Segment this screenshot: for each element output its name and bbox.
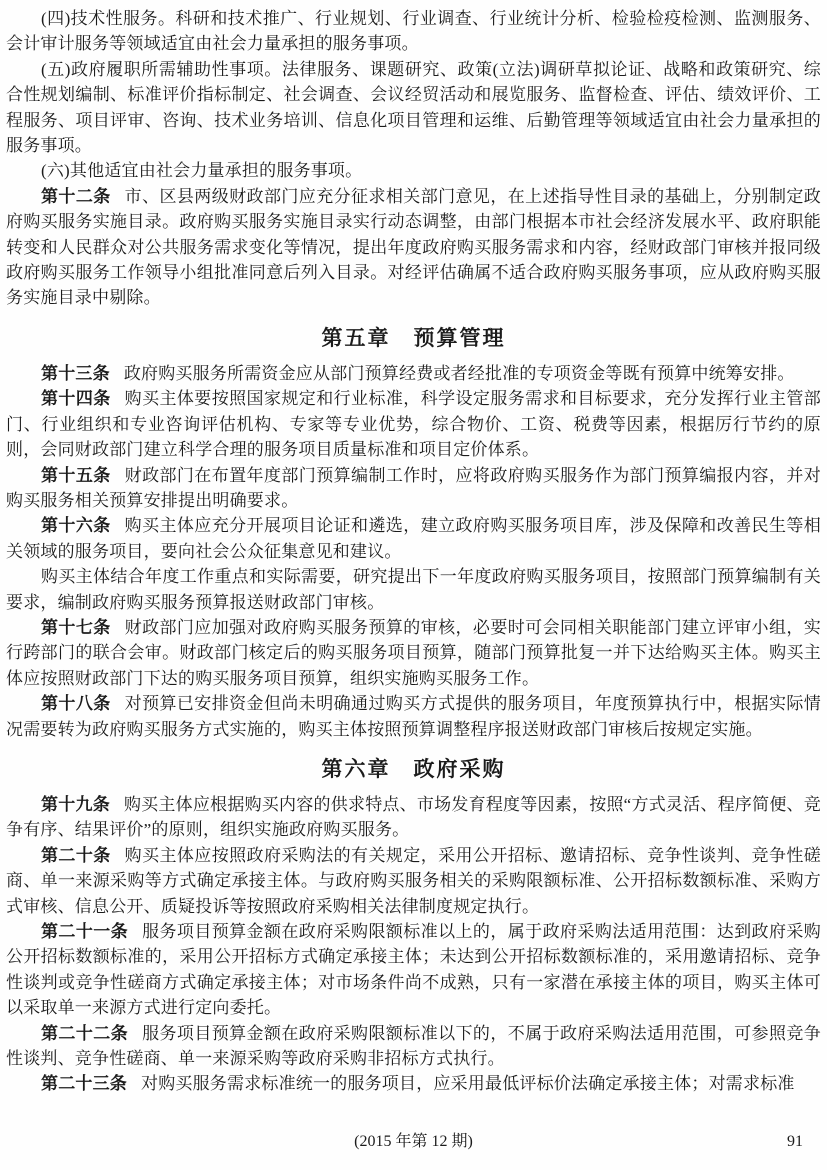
paragraph-text: (五)政府履职所需辅助性事项。法律服务、课题研究、政策(立法)调研草拟论证、战略和政策研究、综合性规划编制、标准评价指标制定、社会调查、会议经贸活动和展览服务、监督检查、评估、绩效评价、工程服务、项目评审、咨询、技术业务培训、信息化项目管理和运维、后勤管理等领域适宜由社会力量承担的服务事项。 (6, 59, 821, 156)
service-item-5-paragraph (6, 57, 821, 159)
article-number: 第十六条 (41, 516, 111, 536)
paragraph-text: 服务项目预算金额在政府采购限额标准以下的，不属于政府采购法适用范围，可参照竞争性谈判、竞争性磋商、单一来源采购等政府采购非招标方式执行。 (6, 1023, 821, 1069)
paragraph-text: (四)技术性服务。科研和技术推广、行业规划、行业调查、行业统计分析、检验检疫检测、监测服务、会计审计服务等领域适宜由社会力量承担的服务事项。 (6, 9, 821, 54)
footer-page-number: 91 (787, 1133, 803, 1150)
article-number: 第十三条 (41, 363, 110, 383)
page-footer (0, 1130, 827, 1154)
paragraph-text: 购买主体应充分开展项目论证和遴选，建立政府购买服务项目库，涉及保障和改善民生等相关领域的服务项目，要向社会公众征集意见和建议。 (6, 516, 821, 561)
service-item-4-paragraph (6, 6, 821, 57)
article-number: 第十四条 (41, 389, 111, 409)
article-21-paragraph (6, 919, 821, 1021)
article-15-paragraph (6, 463, 821, 514)
paragraph-text: 政府购买服务所需资金应从部门预算经费或者经批准的专项资金等既有预算中统筹安排。 (123, 363, 795, 383)
article-number: 第十七条 (41, 617, 111, 637)
paragraph-text: 市、区县两级财政部门应充分征求相关部门意见，在上述指导性目录的基础上，分别制定政府购买服务实施目录。政府购买服务实施目录实行动态调整，由部门根据本市社会经济发展水平、政府职能转变和人民群众对公共服务需求变化等情况，提出年度政府购买服务需求和内容，经财政部门审核并报同级政府购买服务工作领导小组批准同意后列入目录。对经评估确属不适合政府购买服务事项，应从政府购买服务实施目录中剔除。 (6, 186, 821, 308)
article-14-paragraph (6, 386, 821, 462)
article-18-paragraph (6, 691, 821, 742)
article-number: 第十五条 (41, 465, 111, 485)
paragraph-text: 服务项目预算金额在政府采购限额标准以上的，属于政府采购法适用范围：达到政府采购公开招标数额标准的，采用公开招标方式确定承接主体；未达到公开招标数额标准的，采用邀请招标、竞争性谈判或竞争性磋商方式确定承接主体；对市场条件尚不成熟，只有一家潜在承接主体的项目，购买主体可以采取单一来源方式进行定向委托。 (6, 922, 821, 1018)
article-number: 第二十三条 (41, 1074, 127, 1094)
article-19-paragraph (6, 792, 821, 843)
article-20-paragraph (6, 843, 821, 919)
article-23-paragraph (6, 1071, 821, 1096)
chapter-5-heading: 第五章 预算管理 (321, 326, 506, 350)
article-number: 第十九条 (41, 794, 110, 814)
article-number: 第二十一条 (41, 922, 129, 941)
paragraph-text: 财政部门在布置年度部门预算编制工作时，应将政府购买服务作为部门预算编报内容，并对购买服务相关预算安排提出明确要求。 (6, 465, 821, 510)
service-item-6-paragraph (6, 158, 821, 183)
article-number: 第十二条 (41, 186, 111, 206)
paragraph-text: 购买主体应根据购买内容的供求特点、市场发育程度等因素，按照“方式灵活、程序简便、竞争有序、结果评价”的原则，组织实施政府购买服务。 (6, 794, 821, 840)
article-12-paragraph (6, 184, 821, 311)
paragraph-text: 购买主体应按照政府采购法的有关规定，采用公开招标、邀请招标、竞争性谈判、竞争性磋商、单一来源采购等方式确定承接主体。与政府购买服务相关的采购限额标准、公开招标数额标准、采购方式审核、信息公开、质疑投诉等按照政府采购相关法律制度规定执行。 (6, 845, 821, 916)
paragraph-text: 财政部门应加强对政府购买服务预算的审核，必要时可会同相关职能部门建立评审小组，实行跨部门的联合会审。财政部门核定后的购买服务项目预算，随部门预算批复一并下达给购买主体。购买主体应按照财政部门下达的购买服务项目预算，组织实施购买服务工作。 (6, 617, 821, 688)
footer-issue: (2015 年第 12 期) (354, 1133, 473, 1150)
article-16-paragraph (6, 513, 821, 564)
article-22-paragraph (6, 1021, 821, 1072)
article-number: 第十八条 (41, 694, 111, 714)
paragraph-text: (六)其他适宜由社会力量承担的服务事项。 (41, 161, 363, 181)
article-17-paragraph (6, 615, 821, 691)
paragraph-text: 购买主体结合年度工作重点和实际需要，研究提出下一年度政府购买服务项目，按照部门预算编制有关要求，编制政府购买服务预算报送财政部门审核。 (6, 567, 821, 612)
paragraph-text: 对购买服务需求标准统一的服务项目，应采用最低评标价法确定承接主体；对需求标准 (141, 1074, 795, 1094)
chapter-6-heading: 第六章 政府采购 (321, 757, 506, 781)
article-number: 第二十二条 (41, 1023, 129, 1043)
paragraph-text: 对预算已安排资金但尚未明确通过购买方式提供的服务项目，年度预算执行中，根据实际情况需要转为政府购买服务方式实施的，购买主体按照预算调整程序报送财政部门审核后按规定实施。 (6, 694, 821, 739)
article-number: 第二十条 (41, 845, 111, 865)
article-13-paragraph (6, 361, 821, 386)
paragraph-text: 购买主体要按照国家规定和行业标准，科学设定服务需求和目标要求，充分发挥行业主管部门、行业组织和专业咨询评估机构、专家等专业优势，综合物价、工资、税费等因素，根据厉行节约的原则，会同财政部门建立科学合理的服务项目质量标准和项目定价体系。 (6, 389, 821, 460)
article-16-continued-paragraph (6, 564, 821, 615)
